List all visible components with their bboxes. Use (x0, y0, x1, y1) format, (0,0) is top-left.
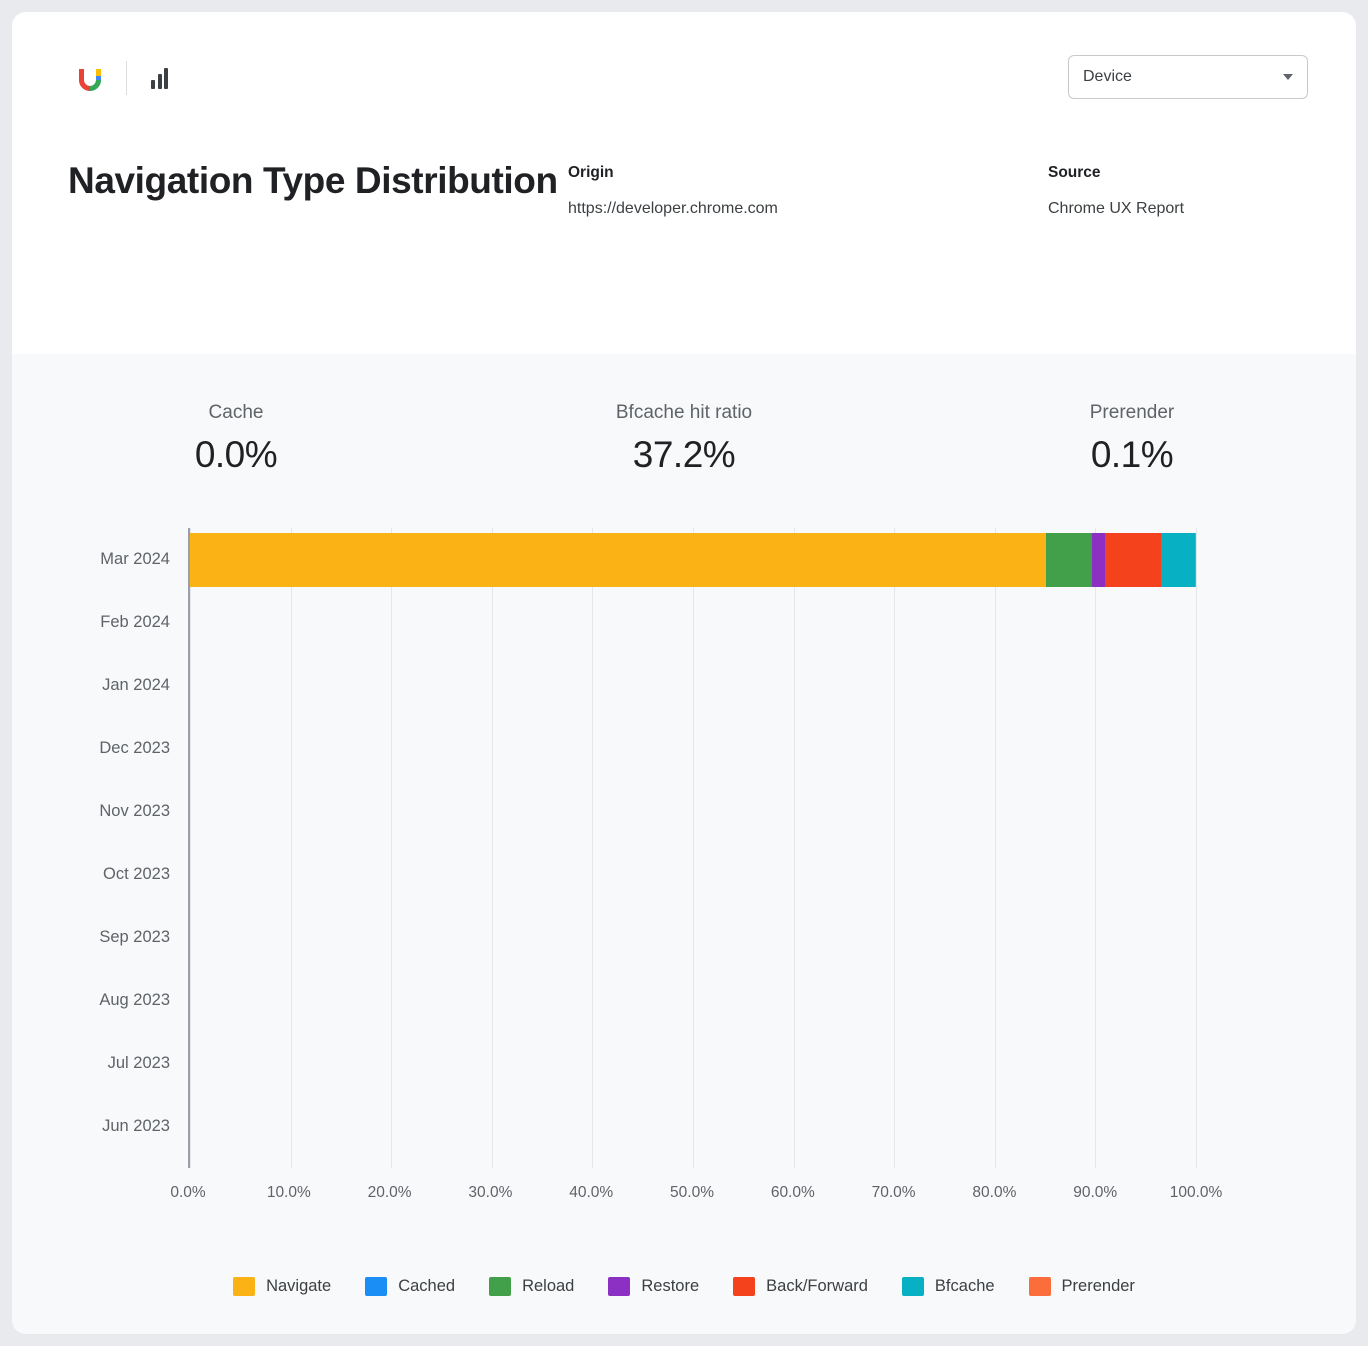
stacked-bar[interactable] (190, 848, 1196, 902)
stat-value: 0.1% (1090, 434, 1174, 475)
legend-swatch (733, 1277, 755, 1296)
stat-1 (460, 402, 908, 476)
stacked-bar[interactable] (190, 974, 1196, 1028)
x-tick-label: 70.0% (871, 1184, 916, 1201)
toolbar (68, 52, 1300, 104)
bar-segment-navigate[interactable] (190, 533, 1046, 587)
legend-label: Restore (641, 1277, 700, 1295)
chart-row[interactable] (103, 843, 1196, 906)
y-tick-label: Dec 2023 (99, 739, 170, 757)
legend-swatch (233, 1277, 255, 1296)
stacked-bar[interactable] (190, 722, 1196, 776)
chart-row[interactable] (100, 591, 1196, 654)
origin-block (568, 154, 1048, 218)
stat-0 (12, 402, 460, 476)
source-value: Chrome UX Report (1048, 200, 1185, 217)
device-select[interactable] (1068, 55, 1308, 99)
origin-label: Origin (568, 164, 614, 181)
legend-item-bfcache[interactable] (902, 1277, 995, 1296)
stacked-bar[interactable] (190, 533, 1196, 587)
legend-swatch (608, 1277, 630, 1296)
x-tick-label: 100.0% (1169, 1184, 1223, 1201)
x-tick-label: 30.0% (468, 1184, 513, 1201)
chart-row[interactable] (99, 717, 1196, 780)
y-tick-label: Jan 2024 (102, 676, 170, 694)
stat-value: 0.0% (194, 434, 278, 475)
chart-rows (99, 528, 1196, 1168)
webvitals-logo-icon (68, 56, 112, 100)
stat-2 (908, 402, 1356, 476)
stat-value: 37.2% (632, 434, 736, 475)
chart-row[interactable] (102, 1095, 1196, 1158)
stacked-bar[interactable] (190, 1037, 1196, 1091)
legend-swatch (1029, 1277, 1051, 1296)
bar-segment-reload[interactable] (1046, 533, 1092, 587)
card-header (12, 12, 1356, 354)
legend-item-reload[interactable] (489, 1277, 574, 1296)
stacked-bar[interactable] (190, 596, 1196, 650)
x-tick-label: 50.0% (670, 1184, 714, 1201)
chevron-down-icon (1283, 74, 1293, 80)
page-title: Navigation Type Distribution (68, 160, 558, 201)
gridline (1196, 528, 1197, 1168)
chart-row[interactable] (99, 969, 1196, 1032)
summary-stats (12, 354, 1356, 476)
source-label: Source (1048, 164, 1101, 181)
legend-label: Cached (398, 1277, 456, 1295)
legend-swatch (902, 1277, 924, 1296)
legend-label: Prerender (1061, 1277, 1135, 1295)
legend-item-cached[interactable] (365, 1277, 455, 1296)
stat-label: Cache (208, 402, 264, 423)
stacked-bar[interactable] (190, 911, 1196, 965)
bar-segment-back-forward[interactable] (1105, 533, 1160, 587)
chart-row[interactable] (102, 654, 1196, 717)
legend-item-back-forward[interactable] (733, 1277, 868, 1296)
bar-segment-prerender[interactable] (1195, 533, 1196, 587)
legend-item-navigate[interactable] (233, 1277, 331, 1296)
legend-label: Reload (522, 1277, 575, 1295)
x-tick-label: 80.0% (972, 1184, 1017, 1201)
y-tick-label: Feb 2024 (100, 613, 170, 631)
chart-row[interactable] (99, 780, 1196, 843)
chart-row[interactable] (100, 528, 1196, 591)
legend-swatch (365, 1277, 387, 1296)
bar-chart-icon[interactable] (151, 67, 168, 89)
stat-label: Bfcache hit ratio (615, 402, 753, 423)
x-axis (170, 1174, 1223, 1214)
card-body (12, 354, 1356, 1334)
x-tick-label: 20.0% (367, 1184, 412, 1201)
origin-value: https://developer.chrome.com (568, 200, 778, 217)
x-tick-label: 0.0% (170, 1184, 206, 1201)
legend-item-restore[interactable] (608, 1277, 699, 1296)
plot-area (99, 528, 1196, 1168)
x-tick-label: 90.0% (1073, 1184, 1118, 1201)
navigation-type-chart (12, 528, 1356, 1228)
y-tick-label: Nov 2023 (99, 802, 170, 820)
y-tick-label: Sep 2023 (99, 928, 170, 946)
y-tick-label: Jun 2023 (102, 1117, 170, 1135)
legend-swatch (489, 1277, 511, 1296)
report-info (68, 154, 1300, 218)
y-tick-label: Jul 2023 (107, 1054, 170, 1072)
stacked-bar[interactable] (190, 1100, 1196, 1154)
y-tick-label: Mar 2024 (100, 550, 170, 568)
y-tick-label: Aug 2023 (99, 991, 170, 1009)
stat-label: Prerender (1089, 402, 1175, 423)
x-tick-label: 60.0% (770, 1184, 815, 1201)
stacked-bar[interactable] (190, 785, 1196, 839)
legend-item-prerender[interactable] (1029, 1277, 1135, 1296)
y-tick-label: Oct 2023 (103, 865, 170, 883)
x-tick-label: 40.0% (569, 1184, 614, 1201)
legend-label: Back/Forward (766, 1277, 868, 1295)
legend-label: Bfcache (934, 1277, 995, 1295)
x-tick-label: 10.0% (266, 1184, 311, 1201)
bar-segment-restore[interactable] (1092, 533, 1105, 587)
report-card (12, 12, 1356, 1334)
chart-legend (12, 1277, 1356, 1296)
legend-label: Navigate (266, 1277, 332, 1295)
bar-segment-bfcache[interactable] (1161, 533, 1195, 587)
stacked-bar[interactable] (190, 659, 1196, 713)
device-select-value: Device (1083, 68, 1132, 85)
source-block (1048, 154, 1184, 218)
toolbar-divider (126, 61, 127, 95)
chart-row[interactable] (99, 906, 1196, 969)
chart-row[interactable] (107, 1032, 1196, 1095)
